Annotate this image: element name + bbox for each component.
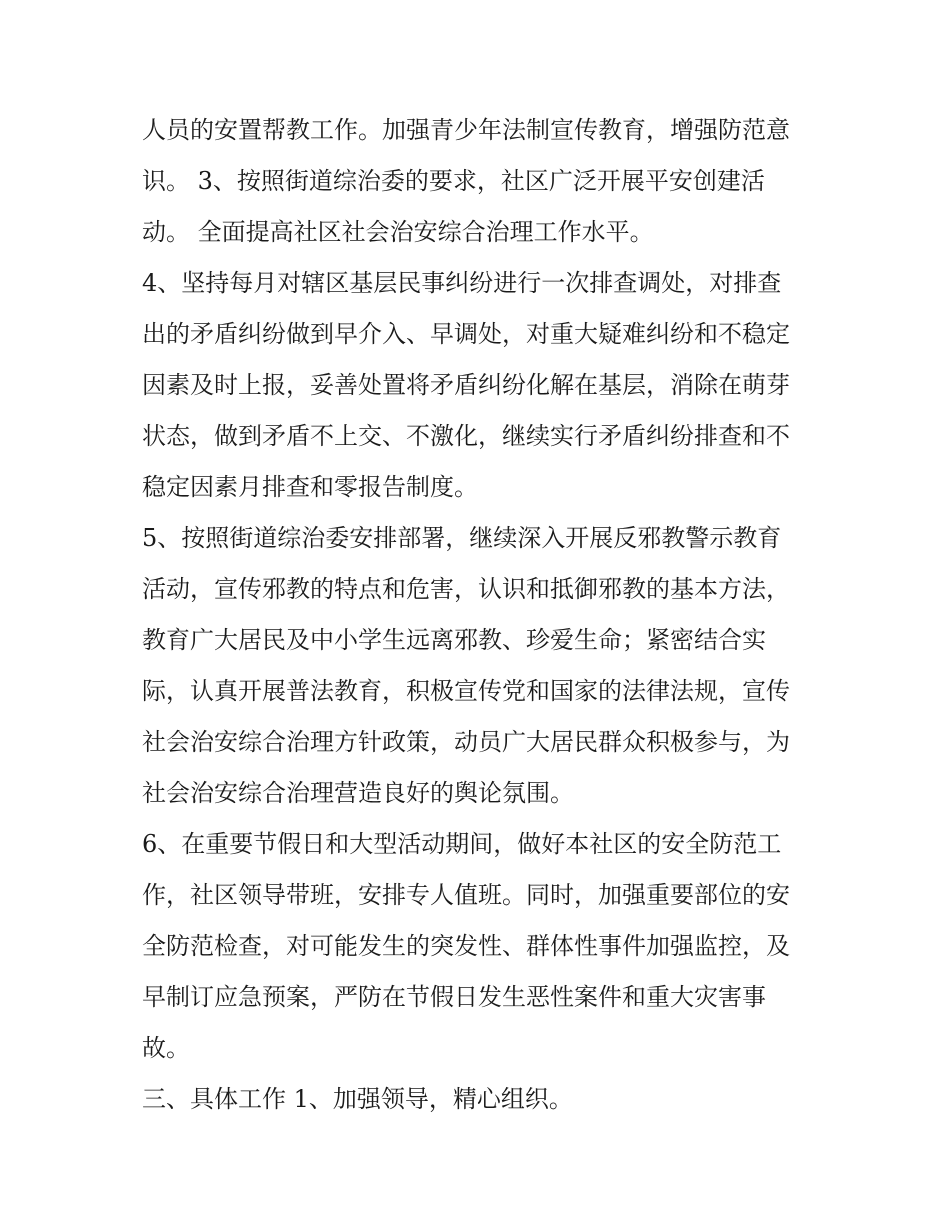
- text-line: 识。 3、按照街道综治委的要求，社区广泛开展平安创建活: [142, 167, 765, 195]
- text-line: 三、具体工作 1、加强领导，精心组织。: [142, 1085, 573, 1113]
- text-line: 人员的安置帮教工作。加强青少年法制宣传教育，增强防范意: [142, 116, 790, 144]
- text-line: 稳定因素月排查和零报告制度。: [142, 473, 478, 501]
- text-line: 教育广大居民及中小学生远离邪教、珍爱生命；紧密结合实: [142, 626, 766, 654]
- text-line: 早制订应急预案，严防在节假日发生恶性案件和重大灾害事: [142, 983, 766, 1011]
- document-body: [142, 105, 822, 1125]
- text-line: 状态，做到矛盾不上交、不激化，继续实行矛盾纠纷排查和不: [142, 422, 790, 450]
- text-line: 社会治安综合治理营造良好的舆论氛围。: [142, 779, 574, 807]
- text-line: 全防范检查，对可能发生的突发性、群体性事件加强监控，及: [142, 932, 790, 960]
- text-line: 因素及时上报，妥善处置将矛盾纠纷化解在基层，消除在萌芽: [142, 371, 790, 399]
- text-line: 故。: [142, 1034, 190, 1062]
- text-line: 出的矛盾纠纷做到早介入、早调处，对重大疑难纠纷和不稳定: [142, 320, 790, 348]
- text-line: 际，认真开展普法教育，积极宣传党和国家的法律法规，宣传: [142, 677, 790, 705]
- text-line: 5、按照街道综治委安排部署，继续深入开展反邪教警示教育: [142, 524, 782, 552]
- text-line: 动。 全面提高社区社会治安综合治理工作水平。: [142, 218, 654, 246]
- text-line: 作，社区领导带班，安排专人值班。同时，加强重要部位的安: [142, 881, 790, 909]
- text-line: 社会治安综合治理方针政策，动员广大居民群众积极参与，为: [142, 728, 790, 756]
- text-line: 4、坚持每月对辖区基层民事纠纷进行一次排查调处，对排查: [142, 269, 782, 297]
- text-line: 活动，宣传邪教的特点和危害，认识和抵御邪教的基本方法，: [142, 575, 790, 603]
- text-line: 6、在重要节假日和大型活动期间，做好本社区的安全防范工: [142, 830, 782, 858]
